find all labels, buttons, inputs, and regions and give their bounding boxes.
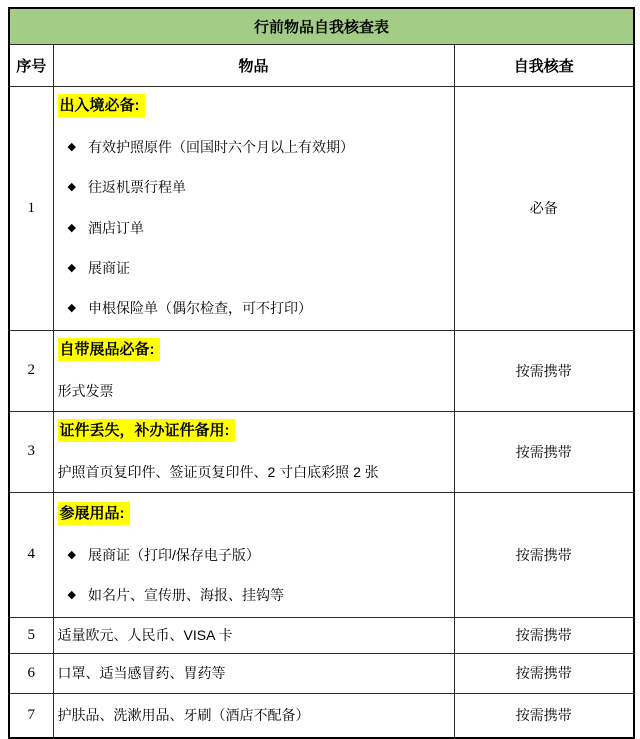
diamond-bullet-icon: ◆ — [67, 140, 76, 153]
bullet-text: 有效护照原件（回国时六个月以上有效期） — [87, 138, 354, 155]
bullet-text: 酒店订单 — [87, 219, 144, 236]
bullet-item — [58, 218, 448, 238]
bullet-text: 展商证 — [87, 260, 130, 277]
item-text: 口罩、适当感冒药、胃药等 — [57, 665, 226, 681]
bullet-item — [58, 258, 448, 278]
diamond-bullet-icon: ◆ — [67, 262, 76, 275]
check-status: 按需携带 — [454, 330, 634, 411]
row-index: 5 — [9, 617, 53, 653]
row-index: 4 — [9, 492, 53, 617]
item-cell — [53, 617, 454, 653]
row-index: 2 — [9, 330, 53, 411]
bullet-text: 展商证（打印/保存电子版） — [87, 546, 260, 563]
title-row — [9, 8, 634, 44]
table-row — [9, 411, 634, 492]
check-status: 必备 — [454, 86, 634, 330]
bullet-item — [58, 545, 448, 565]
diamond-bullet-icon: ◆ — [67, 181, 76, 194]
item-cell — [53, 693, 454, 738]
check-status: 按需携带 — [454, 411, 634, 492]
check-status: 按需携带 — [454, 617, 634, 653]
check-status: 按需携带 — [454, 693, 634, 738]
column-header-check: 自我核查 — [454, 44, 634, 86]
diamond-bullet-icon: ◆ — [67, 548, 76, 561]
header-row — [9, 44, 634, 86]
bullet-item — [58, 137, 448, 157]
item-text: 形式发票 — [57, 382, 114, 399]
row-index: 3 — [9, 411, 53, 492]
checklist-page — [8, 7, 633, 739]
table-row — [9, 492, 634, 617]
diamond-bullet-icon: ◆ — [67, 221, 76, 234]
table-row — [9, 693, 634, 738]
bullet-item — [58, 585, 448, 605]
row-index: 7 — [9, 693, 53, 738]
diamond-bullet-icon: ◆ — [67, 588, 76, 601]
section-heading-highlight: 证件丢失，补办证件备用: — [58, 419, 235, 442]
diamond-bullet-icon: ◆ — [67, 302, 76, 315]
check-status: 按需携带 — [454, 492, 634, 617]
bullet-text: 如名片、宣传册、海报、挂钩等 — [87, 586, 284, 603]
bullet-text: 申根保险单（偶尔检查，可不打印） — [87, 300, 312, 317]
item-cell — [53, 653, 454, 693]
row-index: 1 — [9, 86, 53, 330]
bullet-item — [58, 298, 448, 318]
table-row — [9, 653, 634, 693]
item-cell — [53, 330, 454, 411]
table-row — [9, 617, 634, 653]
bullet-item — [58, 177, 448, 197]
section-heading-highlight: 自带展品必备: — [58, 338, 160, 361]
column-header-index: 序号 — [9, 44, 53, 86]
bullet-text: 往返机票行程单 — [87, 179, 186, 196]
item-cell — [53, 86, 454, 330]
section-heading-highlight: 出入境必备: — [58, 94, 145, 117]
item-text: 护照首页复印件、签证页复印件、2 寸白底彩照 2 张 — [57, 463, 379, 480]
section-heading-highlight: 参展用品: — [58, 502, 130, 525]
check-status: 按需携带 — [454, 653, 634, 693]
column-header-item: 物品 — [53, 44, 454, 86]
item-text: 适量欧元、人民币、VISA 卡 — [57, 627, 233, 643]
item-text: 护肤品、洗漱用品、牙刷（酒店不配备） — [57, 707, 310, 724]
row-index: 6 — [9, 653, 53, 693]
item-cell — [53, 411, 454, 492]
checklist-table — [8, 7, 635, 739]
item-cell — [53, 492, 454, 617]
table-row — [9, 86, 634, 330]
table-title: 行前物品自我核查表 — [9, 8, 634, 44]
table-row — [9, 330, 634, 411]
